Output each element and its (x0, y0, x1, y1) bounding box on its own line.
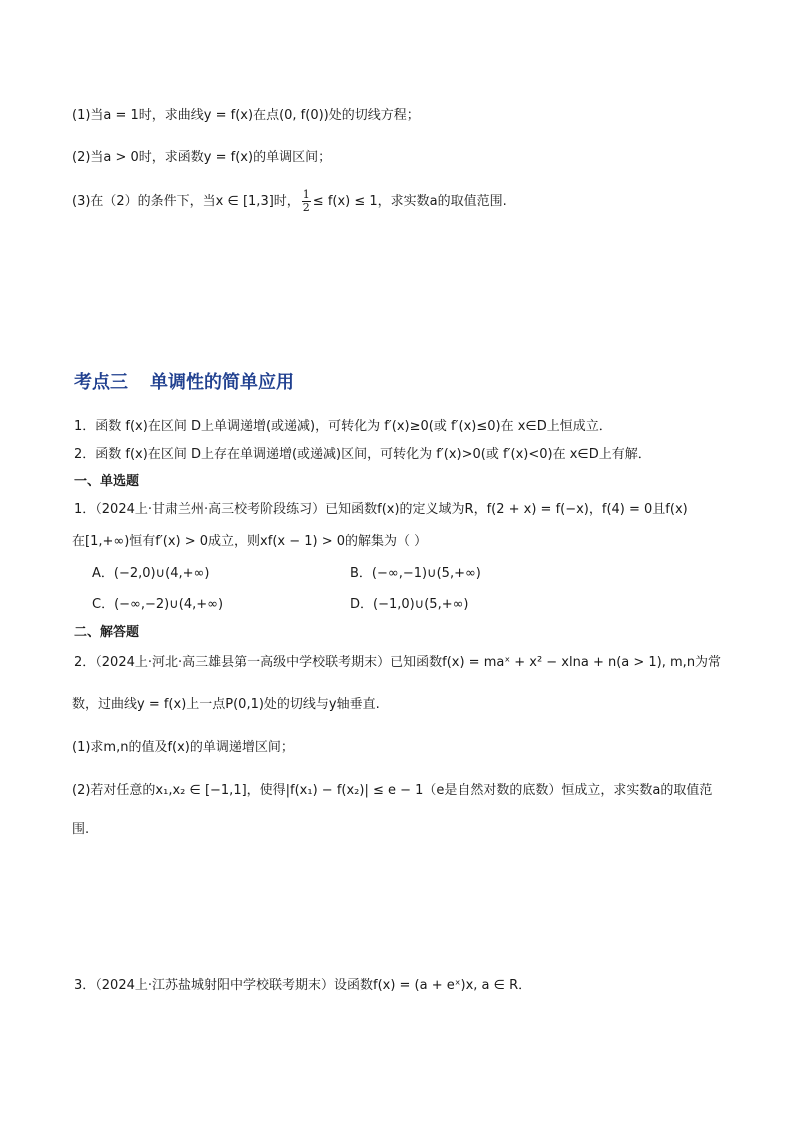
note-2: 2．函数 f(x)在区间 D上存在单调递增(或递减)区间，可转化为 f′(x)>0(或 f′(x)<0)在 x∈D上有解． (74, 447, 651, 462)
part1-q3-post: ≤ f(x) ≤ 1，求实数a的取值范围. (312, 194, 507, 209)
fraction-numerator: 1 (302, 188, 310, 201)
fraction-denominator: 2 (302, 201, 310, 214)
answer-section-heading: 二、解答题 (74, 625, 140, 640)
option-b[interactable]: B．(−∞,−1)∪(5,+∞) (350, 566, 481, 581)
single-choice-heading: 一、单选题 (74, 474, 140, 489)
q1-line1: 1．（2024上·甘肃兰州·高三校考阶段练习）已知函数f(x)的定义域为R，f(2 + x) = f(−x)，f(4) = 0且f(x) (74, 502, 688, 517)
q2-line2: 数，过曲线y = f(x)上一点P(0,1)处的切线与y轴垂直. (72, 697, 380, 712)
part1-q1: (1)当a = 1时，求曲线y = f(x)在点(0, f(0))处的切线方程； (72, 108, 420, 123)
section-heading (74, 368, 294, 394)
part1-q3 (72, 189, 507, 214)
q1-line2: 在[1,+∞)恒有f′(x) > 0成立，则xf(x − 1) > 0的解集为（ ） (72, 534, 428, 549)
option-d[interactable]: D．(−1,0)∪(5,+∞) (350, 597, 469, 612)
option-c[interactable]: C．(−∞,−2)∪(4,+∞) (92, 597, 224, 612)
part1-q3-pre: (3)在（2）的条件下，当x ∈ [1,3]时， (72, 194, 300, 209)
part1-q2: (2)当a > 0时，求函数y = f(x)的单调区间； (72, 150, 332, 165)
fraction (302, 189, 311, 214)
q2-part1: (1)求m,n的值及f(x)的单调递增区间； (72, 740, 294, 755)
q2-line1: 2．（2024上·河北·高三雄县第一高级中学校联考期末）已知函数f(x) = maˣ + x² − xlna + n(a > 1), m,n为常 (74, 655, 722, 670)
note-1: 1．函数 f(x)在区间 D上单调递增(或递减)，可转化为 f′(x)≥0(或 f′(x)≤0)在 x∈D上恒成立． (74, 419, 612, 434)
q2-part2-line2: 围. (72, 822, 90, 837)
option-a[interactable]: A．(−2,0)∪(4,+∞) (92, 566, 210, 581)
section-heading-label: 考点三 (74, 372, 128, 393)
q2-part2-line1: (2)若对任意的x₁,x₂ ∈ [−1,1]，使得|f(x₁) − f(x₂)| ≤ e − 1（e是自然对数的底数）恒成立，求实数a的取值范 (72, 783, 713, 798)
section-heading-title: 单调性的简单应用 (150, 372, 294, 393)
q3-line1: 3．（2024上·江苏盐城射阳中学校联考期末）设函数f(x) = (a + eˣ)x, a ∈ R． (74, 978, 532, 993)
